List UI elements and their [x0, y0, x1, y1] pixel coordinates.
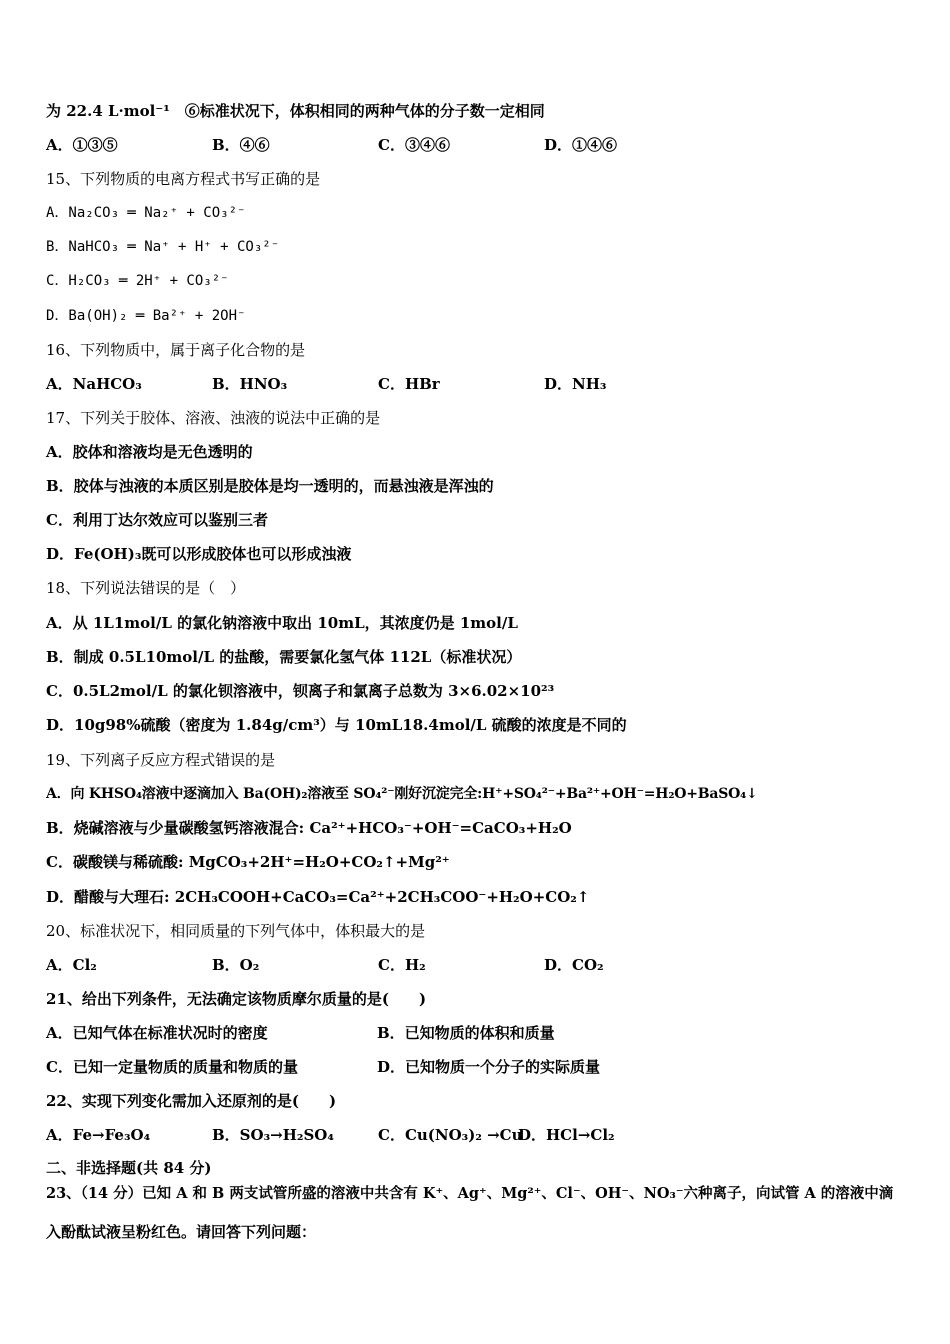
q20-option-b: B．O₂	[212, 956, 260, 974]
q19-option-a: A．向 KHSO₄溶液中逐滴加入 Ba(OH)₂溶液至 SO₄²⁻刚好沉淀完全:H⁺+SO₄²⁻+Ba²⁺+OH⁻=H₂O+BaSO₄↓	[46, 786, 758, 802]
q18-option-a: A．从 1L1mol/L 的氯化钠溶液中取出 10mL，其浓度仍是 1mol/L	[46, 614, 518, 632]
q14-option-b: B．④⑥	[212, 136, 270, 154]
q22-option-c: C．Cu(NO₃)₂ →Cu	[378, 1126, 523, 1144]
section-heading: 二、非选择题(共 84 分)	[46, 1159, 212, 1177]
q16-option-a: A．NaHCO₃	[46, 375, 142, 393]
q14-options	[46, 135, 617, 155]
q20-option-d: D．CO₂	[544, 956, 604, 974]
q16-stem: 16、下列物质中，属于离子化合物的是	[46, 341, 306, 359]
q22-option-a: A．Fe→Fe₃O₄	[46, 1126, 151, 1144]
q15-option-a: A．Na₂CO₃ ═ Na₂⁺ + CO₃²⁻	[46, 205, 246, 221]
q15-option-d: D．Ba(OH)₂ ═ Ba²⁺ + 2OH⁻	[46, 308, 246, 324]
q21-options-row1	[46, 1023, 555, 1043]
q18-option-b: B．制成 0.5L10mol/L 的盐酸，需要氯化氢气体 112L（标准状况）	[46, 648, 522, 666]
q17-option-a: A．胶体和溶液均是无色透明的	[46, 443, 253, 461]
q22-stem: 22、实现下列变化需加入还原剂的是( )	[46, 1092, 337, 1110]
q17-option-b: B．胶体与浊液的本质区别是胶体是均一透明的，而悬浊液是浑浊的	[46, 477, 494, 495]
q20-option-a: A．Cl₂	[46, 956, 97, 974]
q14-option-c: C．③④⑥	[378, 136, 450, 154]
q16-option-c: C．HBr	[378, 375, 440, 393]
q20-options	[46, 955, 604, 975]
q16-option-d: D．NH₃	[544, 375, 607, 393]
q18-option-c: C．0.5L2mol/L 的氯化钡溶液中，钡离子和氯离子总数为 3×6.02×10²³	[46, 682, 555, 700]
q21-stem: 21、给出下列条件，无法确定该物质摩尔质量的是( )	[46, 990, 427, 1008]
q14-option-d: D．①④⑥	[544, 136, 618, 154]
q16-option-b: B．HNO₃	[212, 375, 288, 393]
q19-option-d: D．醋酸与大理石: 2CH₃COOH+CaCO₃=Ca²⁺+2CH₃COO⁻+H₂O+CO₂↑	[46, 888, 590, 906]
q19-stem: 19、下列离子反应方程式错误的是	[46, 751, 276, 769]
q18-stem: 18、下列说法错误的是（ ）	[46, 579, 246, 597]
q17-stem: 17、下列关于胶体、溶液、浊液的说法中正确的是	[46, 409, 381, 427]
q19-option-b: B．烧碱溶液与少量碳酸氢钙溶液混合: Ca²⁺+HCO₃⁻+OH⁻=CaCO₃+H₂O	[46, 819, 572, 837]
q22-options	[46, 1125, 615, 1145]
q17-option-d: D．Fe(OH)₃既可以形成胶体也可以形成浊液	[46, 545, 352, 563]
q23-line2: 入酚酞试液呈粉红色。请回答下列问题：	[46, 1223, 317, 1241]
q22-option-d: D．HCl→Cl₂	[518, 1126, 615, 1144]
q18-option-d: D．10g98%硫酸（密度为 1.84g/cm³）与 10mL18.4mol/L 硫酸的浓度是不同的	[46, 716, 627, 734]
q15-stem: 15、下列物质的电离方程式书写正确的是	[46, 170, 321, 188]
q20-stem: 20、标准状况下，相同质量的下列气体中，体积最大的是	[46, 922, 426, 940]
q23-line1: 23、（14 分）已知 A 和 B 两支试管所盛的溶液中共含有 K⁺、Ag⁺、Mg²⁺、Cl⁻、OH⁻、NO₃⁻六种离子，向试管 A 的溶液中滴	[46, 1185, 894, 1202]
q15-option-c: C．H₂CO₃ ═ 2H⁺ + CO₃²⁻	[46, 273, 229, 289]
q21-option-d: D．已知物质一个分子的实际质量	[377, 1058, 601, 1076]
q21-options-row2	[46, 1057, 600, 1077]
q19-option-c: C．碳酸镁与稀硫酸: MgCO₃+2H⁺=H₂O+CO₂↑+Mg²⁺	[46, 853, 450, 871]
q15-option-b: B．NaHCO₃ ═ Na⁺ + H⁺ + CO₃²⁻	[46, 239, 280, 255]
continued-text: 为 22.4 L·mol⁻¹ ⑥标准状况下，体积相同的两种气体的分子数一定相同	[46, 102, 545, 120]
q22-option-b: B．SO₃→H₂SO₄	[212, 1126, 334, 1144]
q14-option-a: A．①③⑤	[46, 136, 118, 154]
q21-option-b: B．已知物质的体积和质量	[377, 1024, 555, 1042]
q16-options	[46, 374, 606, 394]
q21-option-a: A．已知气体在标准状况时的密度	[46, 1024, 268, 1042]
q17-option-c: C．利用丁达尔效应可以鉴别三者	[46, 511, 268, 529]
q21-option-c: C．已知一定量物质的质量和物质的量	[46, 1058, 298, 1076]
q20-option-c: C．H₂	[378, 956, 426, 974]
